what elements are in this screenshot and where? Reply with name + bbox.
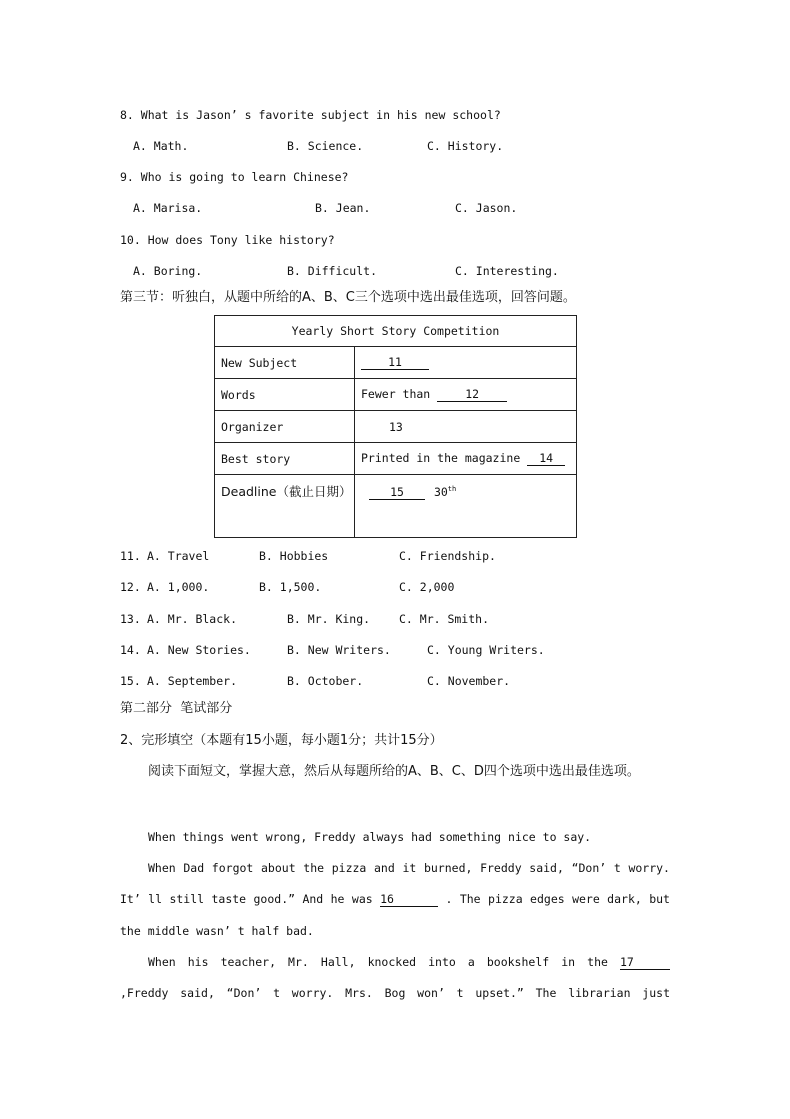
answer-11-option-a: A. Travel [147, 549, 210, 563]
row-value-new-subject [355, 347, 577, 379]
answer-12-number: 12. [120, 580, 141, 594]
table-row [215, 475, 577, 538]
passage-p2-line-2 [120, 891, 670, 907]
answer-11-option-b: B. Hobbies [259, 549, 329, 563]
question-8-option-c: C. History. [427, 139, 504, 153]
blank-11: 11 [361, 356, 429, 370]
deadline-day: 30 [433, 485, 448, 499]
row-value-deadline [355, 475, 577, 538]
row-value-words [355, 379, 577, 411]
cloze-instruction: 阅读下面短文，掌握大意，然后从每题所给的A、B、C、D四个选项中选出最佳选项。 [148, 764, 640, 779]
passage-paragraph-1: When things went wrong, Freddy always had something nice to say. [148, 830, 592, 844]
answer-14-option-c: C. Young Writers. [427, 643, 545, 657]
question-10-stem: 10. How does Tony like history? [120, 233, 335, 247]
p2-line2-post: . The pizza edges were dark, but [445, 892, 670, 906]
answer-12-option-a: A. 1,000. [147, 580, 210, 594]
question-8-option-a: A. Math. [133, 139, 189, 153]
answer-13-option-b: B. Mr. King. [287, 612, 371, 626]
question-10-option-b: B. Difficult. [287, 264, 378, 278]
passage-p3-line-1 [148, 954, 670, 970]
answer-14-option-a: A. New Stories. [147, 643, 251, 657]
answer-13-option-a: A. Mr. Black. [147, 612, 238, 626]
table-row [215, 347, 577, 379]
cloze-title: 2、完形填空（本题有15小题，每小题1分；共计15分） [120, 733, 443, 748]
question-9-option-b: B. Jean. [315, 201, 371, 215]
best-story-prefix: Printed in the magazine [361, 451, 528, 465]
blank-16: 16 [380, 893, 438, 907]
part-2-title: 第二部分 笔试部分 [120, 701, 233, 716]
deadline-day-suffix: th [447, 485, 457, 494]
blank-13: 13 [389, 419, 403, 434]
table-row [215, 379, 577, 411]
competition-table [214, 315, 577, 538]
passage-p3-line-2: ,Freddy said, “Don’ t worry. Mrs. Bog won’ t upset.” The librarian just [120, 986, 670, 1000]
blank-14: 14 [527, 452, 565, 466]
words-prefix: Fewer than [361, 387, 438, 401]
p3-line1-pre: When his teacher, Mr. Hall, knocked into a bookshelf in the [148, 955, 620, 969]
question-9-option-a: A. Marisa. [133, 201, 203, 215]
row-label-words: Words [215, 379, 355, 411]
question-9-option-c: C. Jason. [455, 201, 518, 215]
answer-15-number: 15. [120, 674, 141, 688]
p2-line2-pre: It’ ll still taste good.” And he was [120, 892, 381, 906]
table-row [215, 443, 577, 475]
row-label-deadline: Deadline（截止日期） [215, 475, 355, 538]
question-9-stem: 9. Who is going to learn Chinese? [120, 170, 349, 184]
row-label-best-story: Best story [215, 443, 355, 475]
table-title: Yearly Short Story Competition [215, 316, 577, 347]
section-3-title: 第三节：听独白，从题中所给的A、B、C三个选项中选出最佳选项，回答问题。 [120, 290, 576, 305]
answer-12-option-b: B. 1,500. [259, 580, 322, 594]
table-row [215, 411, 577, 443]
answer-15-option-c: C. November. [427, 674, 511, 688]
question-8-stem: 8. What is Jason’ s favorite subject in his new school? [120, 108, 501, 122]
answer-15-option-b: B. October. [287, 674, 364, 688]
answer-11-option-c: C. Friendship. [399, 549, 496, 563]
question-10-option-a: A. Boring. [133, 264, 203, 278]
row-value-best-story [355, 443, 577, 475]
blank-17: 17 [620, 956, 670, 970]
passage-p2-line-1: When Dad forgot about the pizza and it burned, Freddy said, “Don’ t worry. [148, 861, 670, 875]
blank-12: 12 [437, 388, 507, 402]
answer-15-option-a: A. September. [147, 674, 238, 688]
question-10-option-c: C. Interesting. [455, 264, 559, 278]
answer-13-number: 13. [120, 612, 141, 626]
answer-13-option-c: C. Mr. Smith. [399, 612, 490, 626]
passage-p2-line-3: the middle wasn’ t half bad. [120, 924, 314, 938]
row-label-new-subject: New Subject [215, 347, 355, 379]
question-8-option-b: B. Science. [287, 139, 364, 153]
row-label-organizer: Organizer [215, 411, 355, 443]
row-value-organizer [355, 411, 577, 443]
answer-12-option-c: C. 2,000 [399, 580, 455, 594]
blank-15: 15 [369, 486, 425, 500]
answer-14-number: 14. [120, 643, 141, 657]
answer-14-option-b: B. New Writers. [287, 643, 391, 657]
answer-11-number: 11. [120, 549, 141, 563]
